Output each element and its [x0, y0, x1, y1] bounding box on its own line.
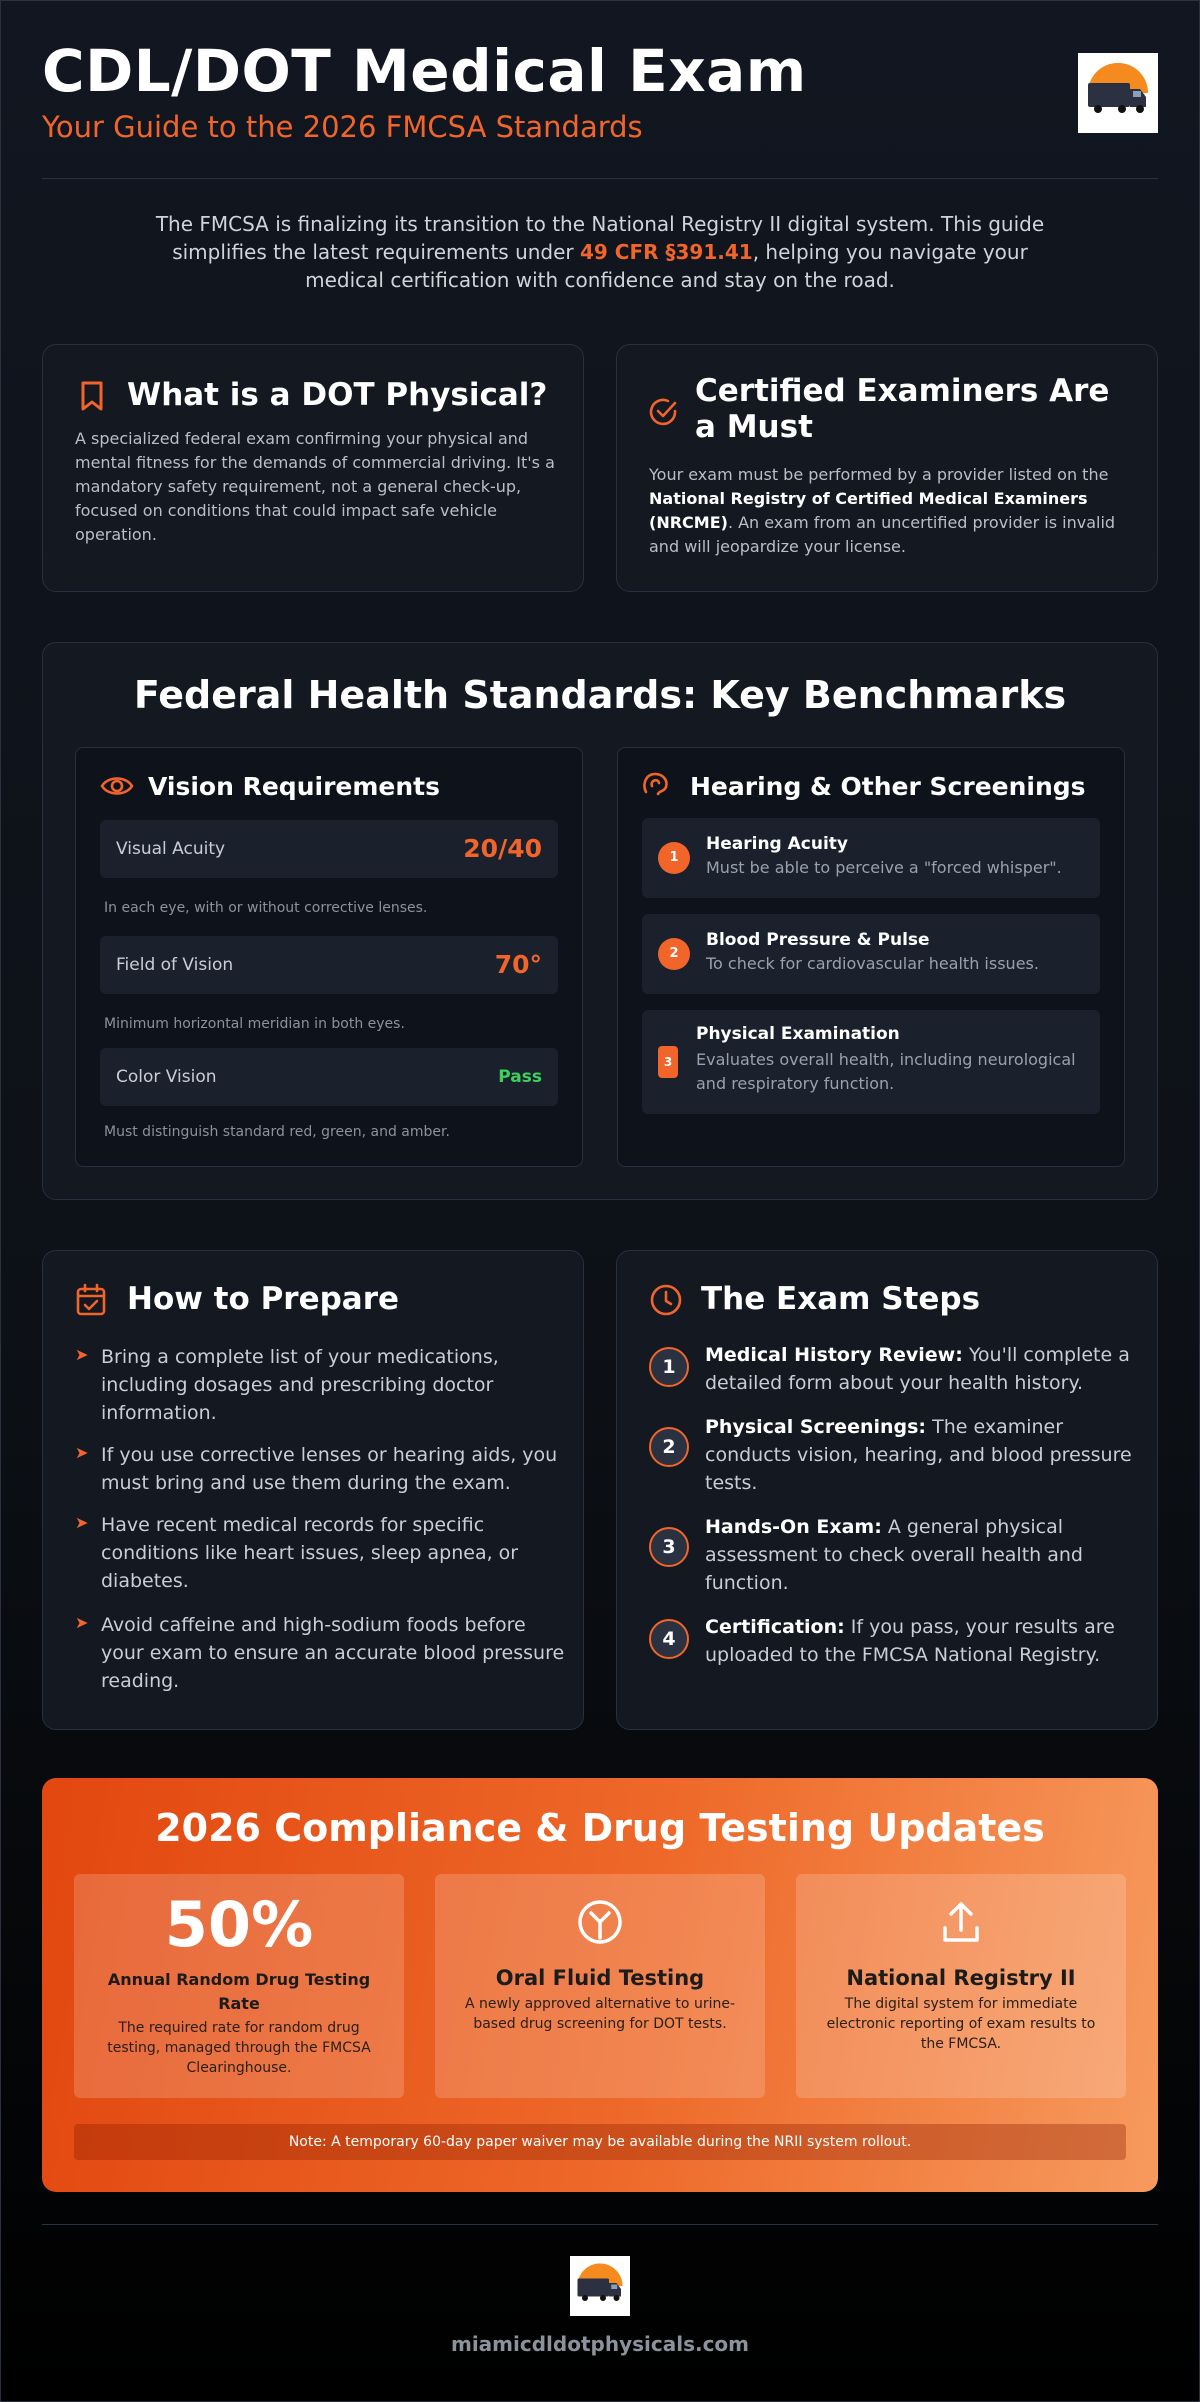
- tile-desc: The required rate for random drug testing, managed through the FMCSA Clearinghouse.: [107, 2020, 371, 2076]
- metric-value: Pass: [498, 1067, 542, 1087]
- check-circle-icon: [649, 397, 679, 431]
- intro-text: The FMCSA is finalizing its transition to the National Registry II digital system. This guide simplifies the latest requirements under: [155, 212, 1045, 264]
- vision-title: Vision Requirements: [148, 772, 440, 801]
- metric-value: 70°: [494, 950, 542, 979]
- compliance-banner: [42, 1778, 1158, 2192]
- compliance-title: 2026 Compliance & Drug Testing Updates: [155, 1806, 1045, 1850]
- drug-testing-rate-tile: [74, 1874, 404, 2098]
- calendar-check-icon: [75, 1283, 107, 1321]
- footer-divider: [42, 2224, 1158, 2225]
- screening-title: Hearing Acuity: [706, 834, 849, 854]
- step-label: Medical History Review:: [705, 1344, 963, 1366]
- screening-desc: Must be able to perceive a "forced whisper".: [706, 858, 1062, 877]
- step-text: [705, 1341, 1145, 1397]
- metric-label: Field of Vision: [116, 955, 234, 975]
- vision-panel: [75, 747, 583, 1167]
- steps-card: [616, 1250, 1158, 1730]
- prepare-card: [42, 1250, 584, 1730]
- intro-text-end: , helping you navigate your medical certification with confidence and stay on the road.: [305, 240, 1028, 292]
- regulation-reference: 49 CFR §391.41: [580, 240, 753, 264]
- screening-item: [642, 1010, 1100, 1114]
- prepare-item-text: If you use corrective lenses or hearing aids, you must bring and use them during the exam.: [101, 1444, 558, 1494]
- benchmarks-title: Federal Health Standards: Key Benchmarks: [133, 673, 1067, 717]
- certified-card: [616, 344, 1158, 592]
- eye-icon: [100, 772, 134, 804]
- waiver-note: Note: A temporary 60-day paper waiver may be available during the NRII system rollout.: [74, 2124, 1126, 2160]
- metric-value: 20/40: [463, 834, 542, 863]
- arrow-icon: ➤: [75, 1345, 89, 1364]
- metric-field-of-vision: [100, 936, 558, 994]
- prepare-item: [75, 1611, 571, 1695]
- upload-icon: [937, 1898, 985, 1950]
- metric-label: Visual Acuity: [116, 839, 226, 859]
- rate-value: 50%: [164, 1888, 314, 1961]
- national-registry-tile: [796, 1874, 1126, 2098]
- metric-label: Color Vision: [116, 1067, 217, 1087]
- clock-icon: [649, 1283, 683, 1321]
- tile-title: Oral Fluid Testing: [495, 1966, 705, 1990]
- header: [42, 38, 1158, 178]
- website-url[interactable]: miamicdldotphysicals.com: [450, 2332, 750, 2356]
- footer-truck-logo: [570, 2256, 630, 2316]
- step-desc: A general physical assessment to check overall health and function.: [705, 1516, 1083, 1594]
- step-number: 4: [649, 1619, 689, 1659]
- what-is-card: [42, 344, 584, 592]
- arrow-icon: ➤: [75, 1613, 89, 1632]
- hearing-title: Hearing & Other Screenings: [690, 772, 1086, 801]
- steps-title: The Exam Steps: [701, 1281, 981, 1317]
- step-desc: You'll complete a detailed form about your health history.: [705, 1344, 1130, 1394]
- oral-fluid-tile: [435, 1874, 765, 2098]
- arrow-icon: ➤: [75, 1443, 89, 1462]
- step-number: 3: [649, 1527, 689, 1567]
- step-number: 1: [649, 1347, 689, 1387]
- metric-color-vision: [100, 1048, 558, 1106]
- prepare-item-text: Have recent medical records for specific conditions like heart issues, sleep apnea, or diabetes.: [101, 1514, 519, 1592]
- prepare-item-text: Bring a complete list of your medications, including dosages and prescribing doctor information.: [101, 1346, 499, 1424]
- certified-text-start: Your exam must be performed by a provider listed on the: [649, 465, 1109, 484]
- item-number: 2: [658, 938, 690, 970]
- metric-visual-acuity: [100, 820, 558, 878]
- tile-title: Annual Random Drug Testing Rate: [107, 1970, 371, 2013]
- screening-item: [642, 818, 1100, 898]
- metric-note: Minimum horizontal meridian in both eyes.: [104, 1016, 405, 1032]
- screening-title: Physical Examination: [696, 1024, 900, 1044]
- hearing-panel: [617, 747, 1125, 1167]
- prepare-title: How to Prepare: [127, 1281, 400, 1317]
- ear-icon: [640, 770, 672, 804]
- step-label: Physical Screenings:: [705, 1416, 927, 1438]
- screening-title: Blood Pressure & Pulse: [706, 930, 930, 950]
- what-is-title: What is a DOT Physical?: [127, 377, 548, 413]
- step-text: [705, 1513, 1145, 1597]
- certified-text-end: . An exam from an uncertified provider is invalid and will jeopardize your license.: [649, 513, 1116, 556]
- screening-desc: To check for cardiovascular health issues.: [706, 954, 1039, 973]
- page-subtitle: Your Guide to the 2026 FMCSA Standards: [42, 110, 643, 144]
- screening-desc: Evaluates overall health, including neurological and respiratory function.: [696, 1050, 1076, 1093]
- tile-desc: A newly approved alternative to urine-based drug screening for DOT tests.: [464, 1996, 735, 2032]
- step-text: [705, 1413, 1145, 1497]
- step-number: 2: [649, 1427, 689, 1467]
- nrcme-label: National Registry of Certified Medical Examiners (NRCME): [649, 489, 1088, 532]
- step-text: [705, 1613, 1145, 1669]
- step-desc: The examiner conducts vision, hearing, and blood pressure tests.: [705, 1416, 1132, 1494]
- bookmark-icon: [77, 379, 107, 417]
- certified-title: Certified Examiners Are a Must: [695, 373, 1110, 445]
- arrow-icon: ➤: [75, 1513, 89, 1532]
- item-number: 1: [658, 842, 690, 874]
- tile-title: National Registry II: [846, 1966, 1076, 1990]
- tile-desc: The digital system for immediate electronic reporting of exam results to the FMCSA.: [826, 1996, 1096, 2052]
- metric-note: In each eye, with or without corrective lenses.: [104, 900, 428, 916]
- metric-note: Must distinguish standard red, green, and amber.: [104, 1124, 450, 1140]
- what-is-text: A specialized federal exam confirming your physical and mental fitness for the demands of commercial driving. It's a mandatory safety requirement, not a general check-up, focused on conditions that could impact safe vehicle operation.: [75, 429, 555, 544]
- screening-item: [642, 914, 1100, 994]
- page-title: CDL/DOT Medical Exam: [42, 37, 807, 105]
- prepare-item: [75, 1441, 571, 1497]
- benchmarks-card: [42, 642, 1158, 1200]
- header-divider: [42, 178, 1158, 179]
- step-label: Hands-On Exam:: [705, 1516, 882, 1538]
- prepare-item: [75, 1343, 571, 1427]
- certified-text: [649, 463, 1129, 559]
- item-number: 3: [658, 1046, 678, 1078]
- step-desc: If you pass, your results are uploaded to the FMCSA National Registry.: [705, 1616, 1115, 1666]
- prepare-item-text: Avoid caffeine and high-sodium foods before your exam to ensure an accurate blood pressure reading.: [101, 1614, 565, 1692]
- step-label: Certification:: [705, 1616, 845, 1638]
- drop-icon: [576, 1898, 624, 1950]
- truck-logo: [1078, 53, 1158, 133]
- intro-paragraph: [130, 210, 1070, 294]
- prepare-item: [75, 1511, 571, 1595]
